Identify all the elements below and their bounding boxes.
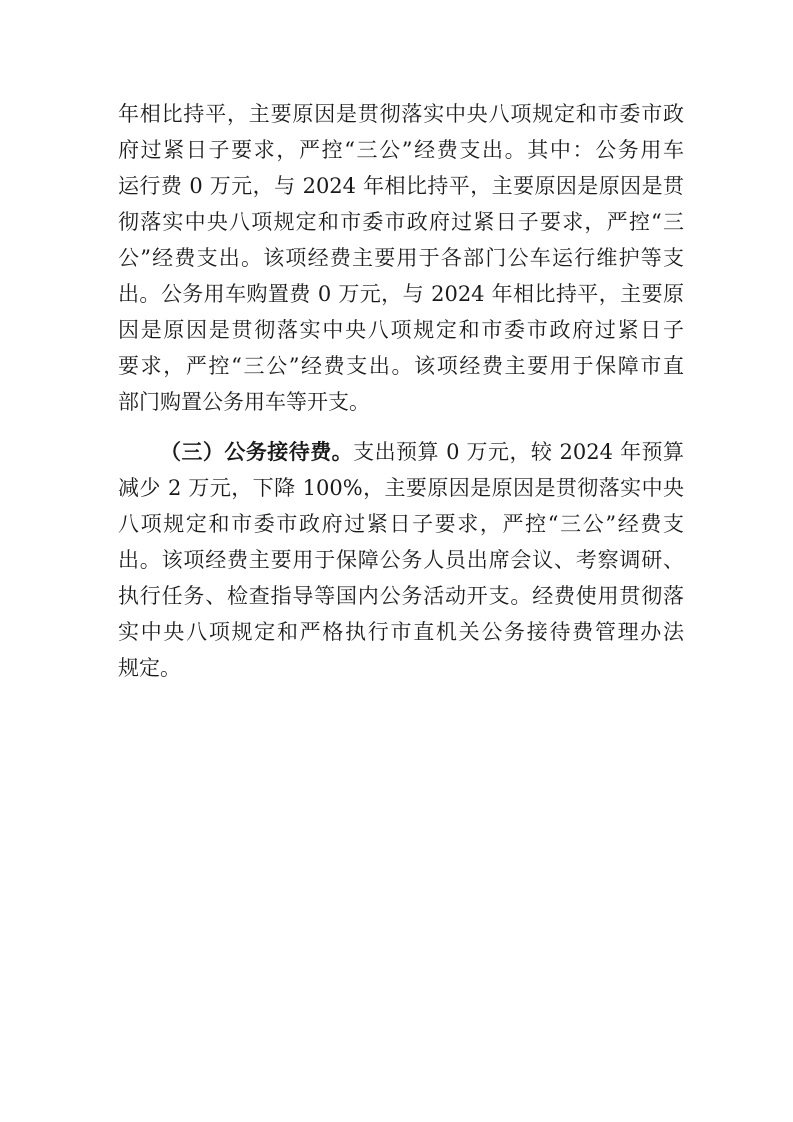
paragraph-vehicle-expenses — [118, 96, 684, 420]
document-page — [118, 96, 684, 686]
text-line: 出。公务用车购置费 0 万元，与 2024 年相比持平，主要原 — [118, 282, 684, 306]
text-line: 运行费 0 万元，与 2024 年相比持平，主要原因是原因是贯 — [118, 174, 684, 198]
text-line: 因是原因是贯彻落实中央八项规定和市委市政府过紧日子 — [118, 318, 684, 342]
text-line: 减少 2 万元，下降 100%，主要原因是原因是贯彻落实中央 — [118, 476, 684, 500]
text-line: 年相比持平，主要原因是贯彻落实中央八项规定和市委市政 — [118, 102, 684, 126]
text-line: 八项规定和市委市政府过紧日子要求，严控“三公”经费支 — [118, 512, 684, 536]
text-line: 规定。 — [118, 656, 181, 680]
text-line: 执行任务、检查指导等国内公务活动开支。经费使用贯彻落 — [118, 584, 684, 608]
text-line-first — [118, 434, 684, 470]
text-line: 彻落实中央八项规定和市委市政府过紧日子要求，严控“三 — [118, 210, 684, 234]
section-heading: （三）公务接待费。 — [160, 439, 354, 464]
text-line: 出。该项经费主要用于保障公务人员出席会议、考察调研、 — [118, 548, 684, 572]
text-line: 府过紧日子要求，严控“三公”经费支出。其中：公务用车 — [118, 138, 684, 162]
paragraph-reception-expenses — [118, 434, 684, 686]
section-text: 支出预算 0 万元，较 2024 年预算 — [353, 440, 684, 464]
paragraph-gap — [118, 420, 684, 434]
text-line: 公”经费支出。该项经费主要用于各部门公车运行维护等支 — [118, 246, 684, 270]
text-line: 实中央八项规定和严格执行市直机关公务接待费管理办法 — [118, 620, 684, 644]
text-line: 要求，严控“三公”经费支出。该项经费主要用于保障市直 — [118, 354, 684, 378]
text-line: 部门购置公务用车等开支。 — [118, 390, 370, 414]
